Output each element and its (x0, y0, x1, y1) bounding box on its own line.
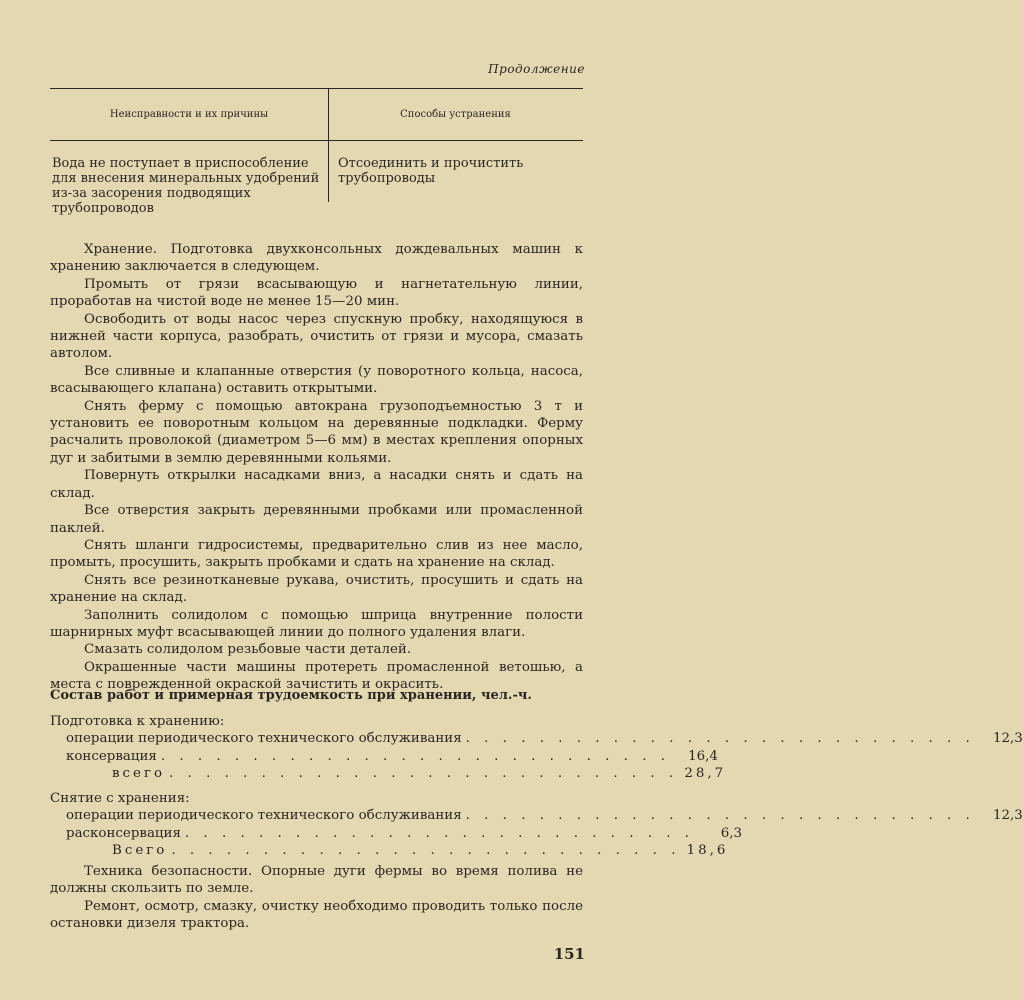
table-cell-fault: Вода не поступает в приспособление для внесения минеральных удобрений из-за засорения подводящих трубопроводов (52, 156, 320, 216)
labor-prep-heading: Подготовка к хранению: (50, 714, 225, 729)
labor-removal-group (50, 790, 1023, 860)
labor-row-value: 6,3 (720, 825, 743, 841)
labor-row-value: 12,3 (992, 731, 1023, 747)
storage-paragraph: Промыть от грязи всасывающую и нагнетательную линии, проработав на чистой воде не менее 15—20 мин. (50, 276, 583, 310)
safety-paragraph (50, 863, 583, 898)
labor-prep-group (50, 713, 1023, 783)
running-head: Продолжение (488, 62, 585, 76)
table-column-divider (328, 89, 329, 202)
storage-section (50, 241, 583, 694)
labor-total-row (50, 842, 729, 859)
leader-dots: . . . . . . . . . . . . . . . . . . . . . . . . . . . . (465, 731, 975, 747)
labor-section-title: Состав работ и примерная трудоемкость при хранении, чел.-ч. (50, 688, 532, 703)
table-header-remedies: Способы устранения (400, 109, 511, 120)
labor-row (50, 748, 718, 765)
storage-paragraph: Заполнить солидолом с помощью шприца внутренние полости шарнирных муфт всасывающей линии до полного удаления влаги. (50, 607, 583, 640)
storage-paragraph: Окрашенные части машины протереть промасленной ветошью, а места с поврежденной окраской зачистить и окрасить. (50, 659, 583, 693)
safety-paragraph: Ремонт, осмотр, смазку, очистку необходимо проводить только после остановки дизеля трактора. (50, 898, 583, 932)
leader-dots: . . . . . . . . . . . . . . . . . . . . . . . . . . . . (184, 825, 695, 841)
labor-row (50, 807, 1023, 824)
safety-lead: Техника безопасности. (84, 864, 253, 879)
safety-section (50, 863, 583, 933)
leader-dots: . . . . . . . . . . . . . . . . . . . . . . . . . . . . (160, 748, 670, 764)
labor-row (50, 825, 743, 842)
storage-paragraph: Снять шланги гидросистемы, предварительно слив из нее масло, промыть, просушить, закрыть пробками и сдать на хранение на склад. (50, 537, 583, 571)
labor-row-label: операции периодического технического обслуживания (66, 808, 462, 824)
labor-total-label: Всего (112, 843, 168, 859)
storage-intro-text: Подготовка двухконсольных дождевальных машин к хранению заключается в следующем. (50, 242, 583, 275)
table-header-rule (50, 140, 583, 141)
labor-total-label: всего (112, 766, 166, 782)
leader-dots: . . . . . . . . . . . . . . . . . . . . . . . . . . . . (171, 843, 681, 859)
storage-paragraph: Снять ферму с помощью автокрана грузоподъемностью 3 т и установить ее поворотным кольцом на деревянные подкладки. Ферму расчалить проволокой (диаметром 5—6 мм) в местах крепления опорных дуг и забитыми в землю деревянными кольями. (50, 398, 583, 466)
safety-text: Опорные дуги фермы во время полива не должны скользить по земле. (50, 864, 584, 897)
page-number: 151 (553, 945, 585, 963)
labor-row-label: операции периодического технического обслуживания (66, 731, 462, 747)
storage-paragraph: Все отверстия закрыть деревянными пробками или промасленной паклей. (50, 503, 583, 536)
labor-row-value: 16,4 (688, 748, 718, 764)
storage-lead: Хранение. (84, 242, 157, 257)
labor-row-value: 12,3 (992, 808, 1023, 824)
table-header-faults: Неисправности и их причины (109, 109, 269, 120)
storage-paragraph: Смазать солидолом резьбовые части деталей. (84, 642, 412, 658)
storage-intro-paragraph (50, 241, 583, 276)
storage-paragraph: Все сливные и клапанные отверстия (у поворотного кольца, насоса, всасывающего клапана) оставить открытыми. (50, 363, 583, 397)
storage-paragraph: Повернуть открылки насадками вниз, а насадки снять и сдать на склад. (50, 468, 583, 501)
storage-paragraph: Снять все резинотканевые рукава, очистить, просушить и сдать на хранение на склад. (50, 572, 583, 606)
table-cell-remedy: Отсоединить и прочистить трубопроводы (338, 156, 524, 186)
labor-total-value: 18,6 (686, 843, 729, 859)
labor-row (50, 730, 1023, 747)
leader-dots: . . . . . . . . . . . . . . . . . . . . . . . . . . . . (465, 808, 975, 824)
table-top-rule (50, 88, 583, 89)
labor-row-label: расконсервация (66, 825, 181, 841)
labor-removal-heading: Снятие с хранения: (50, 791, 190, 806)
labor-row-label: консервация (66, 748, 157, 764)
storage-paragraph: Освободить от воды насос через спускную пробку, находящуюся в нижней части корпуса, разобрать, очистить от грязи и мусора, смазать автолом. (50, 311, 583, 362)
labor-total-value: 28,7 (684, 766, 727, 782)
leader-dots: . . . . . . . . . . . . . . . . . . . . . . . . . . . . (169, 766, 679, 782)
labor-total-row (50, 765, 727, 782)
